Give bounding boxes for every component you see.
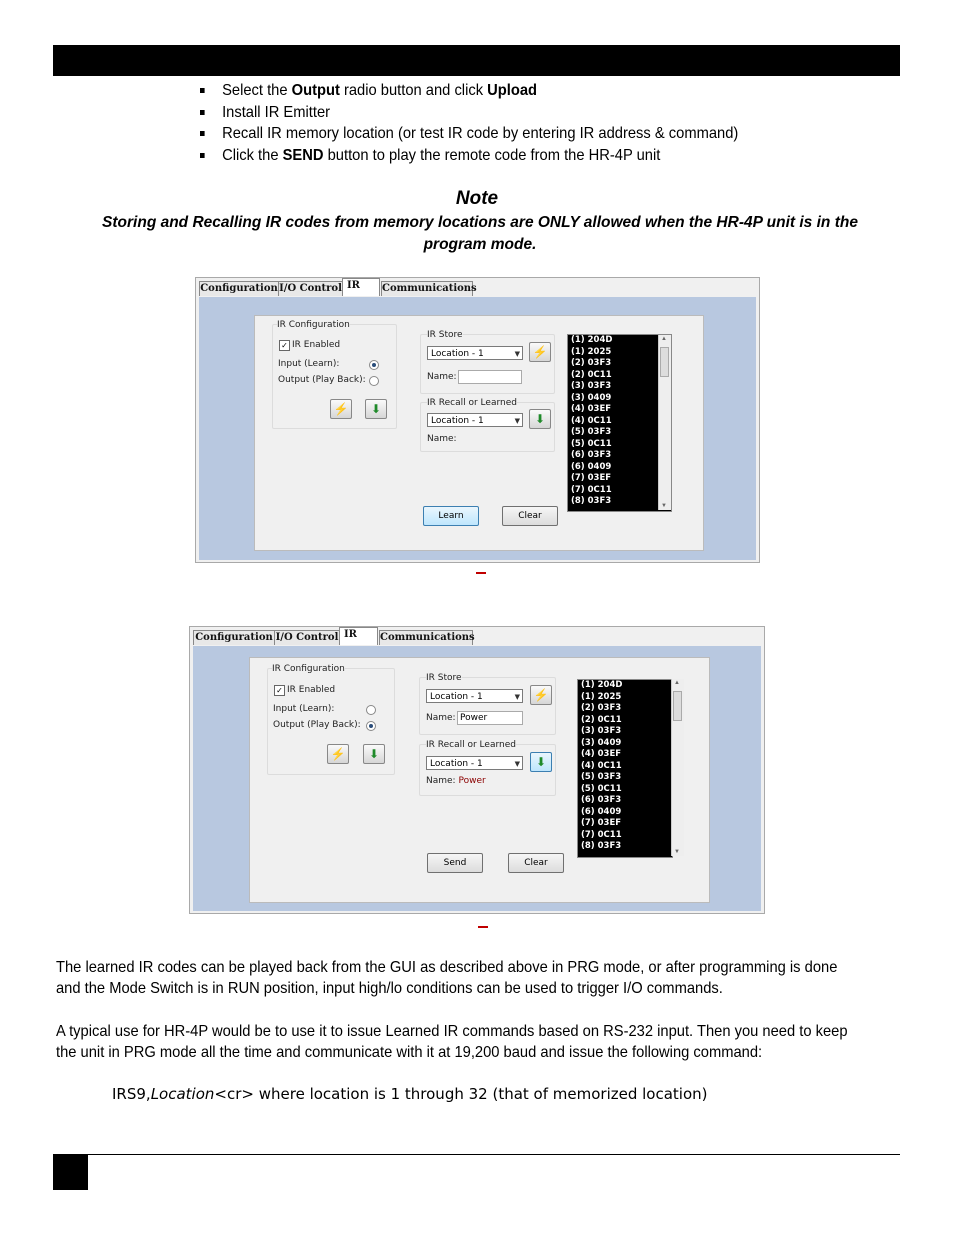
list-item[interactable]: (1) 2025 xyxy=(581,691,622,702)
download-icon[interactable]: ⬇ xyxy=(365,399,387,419)
list-item[interactable]: (6) 03F3 xyxy=(571,450,612,460)
list-item[interactable]: (3) 03F3 xyxy=(571,381,612,391)
ir-recall-title: IR Recall or Learned xyxy=(427,398,517,408)
tab-content xyxy=(193,646,761,911)
list-item[interactable]: (4) 0C11 xyxy=(571,415,612,426)
upload-icon[interactable]: ⚡ xyxy=(330,399,352,419)
tab-communications[interactable]: Communications xyxy=(380,632,475,643)
ir-panel xyxy=(249,657,710,903)
recall-download-icon[interactable]: ⬇ xyxy=(529,409,551,429)
tab-ir[interactable]: IR xyxy=(342,278,380,296)
list-item[interactable]: (2) 0C11 xyxy=(571,369,612,380)
chevron-down-icon: ▼ xyxy=(514,760,520,768)
bullet-icon xyxy=(200,153,205,158)
send-button[interactable]: Send xyxy=(427,853,483,873)
list-item[interactable]: (1) 204D xyxy=(571,335,613,345)
command-example: IRS9,Location<cr> where location is 1 through 32 (that of memorized location) xyxy=(112,1085,708,1103)
chevron-down-icon: ▼ xyxy=(514,417,520,425)
input-learn-label: Input (Learn): xyxy=(273,704,335,714)
gui-screenshot-learn xyxy=(195,277,760,563)
input-learn-radio[interactable] xyxy=(369,360,379,370)
ir-code-list[interactable] xyxy=(567,334,672,512)
ir-configuration-title: IR Configuration xyxy=(272,664,345,674)
bullet-item: Select the Output radio button and click Upload xyxy=(200,80,844,102)
bullet-item: Recall IR memory location (or test IR code by entering IR address & command) xyxy=(200,123,844,145)
ir-code-list[interactable] xyxy=(577,679,673,858)
list-item[interactable]: (6) 0409 xyxy=(581,806,622,817)
store-name-label: Name: xyxy=(426,713,456,723)
tab-configuration[interactable]: Configuration xyxy=(200,283,278,294)
recall-name-value: Power xyxy=(458,776,486,786)
ir-recall-title: IR Recall or Learned xyxy=(426,740,516,750)
ir-store-title: IR Store xyxy=(426,673,462,683)
bullet-item: Install IR Emitter xyxy=(200,102,844,124)
list-scrollbar[interactable] xyxy=(658,335,671,510)
list-item[interactable]: (3) 0409 xyxy=(581,737,622,748)
list-item[interactable]: (6) 0409 xyxy=(571,461,612,472)
figure-caption-2 xyxy=(478,926,488,928)
bullet-icon xyxy=(200,88,205,93)
store-name-label: Name: xyxy=(427,372,457,382)
list-scrollbar[interactable] xyxy=(671,679,684,856)
recall-location-select[interactable]: Location - 1 ▼ xyxy=(426,756,523,770)
list-item[interactable]: (3) 03F3 xyxy=(581,726,622,736)
store-name-input[interactable] xyxy=(458,370,522,384)
tab-communications[interactable]: Communications xyxy=(382,283,477,294)
list-item[interactable]: (4) 03EF xyxy=(581,749,622,759)
list-item[interactable]: (1) 204D xyxy=(581,680,623,690)
download-icon[interactable]: ⬇ xyxy=(363,744,385,764)
list-item[interactable]: (5) 03F3 xyxy=(581,772,622,782)
bullet-icon xyxy=(200,110,205,115)
learn-button[interactable]: Learn xyxy=(423,506,479,526)
clear-button[interactable]: Clear xyxy=(508,853,564,873)
note-text: Storing and Recalling IR codes from memory locations are ONLY allowed when the HR-4P unit is in the program mode. xyxy=(102,214,858,253)
tab-io-control[interactable]: I/O Control xyxy=(275,632,339,643)
list-item[interactable]: (7) 0C11 xyxy=(581,829,622,840)
input-learn-label: Input (Learn): xyxy=(278,359,340,369)
list-item[interactable]: (5) 03F3 xyxy=(571,427,612,437)
list-item[interactable]: (1) 2025 xyxy=(571,346,612,357)
tab-configuration[interactable]: Configuration xyxy=(193,630,275,645)
list-item[interactable]: (3) 0409 xyxy=(571,392,612,403)
footer-page-block xyxy=(53,1154,88,1190)
list-item[interactable]: (7) 0C11 xyxy=(571,484,612,495)
list-item[interactable]: (8) 03F3 xyxy=(581,841,622,851)
clear-button[interactable]: Clear xyxy=(502,506,558,526)
ir-panel xyxy=(254,315,704,551)
store-upload-icon[interactable]: ⚡ xyxy=(530,685,552,705)
output-playback-label: Output (Play Back): xyxy=(278,375,366,385)
chevron-down-icon: ▼ xyxy=(514,350,520,358)
store-location-select[interactable]: Location - 1 ▼ xyxy=(426,689,523,703)
ir-enabled-checkbox[interactable]: ✓ xyxy=(274,685,285,696)
scroll-up-icon[interactable]: ▲ xyxy=(661,336,667,342)
scroll-down-icon[interactable]: ▼ xyxy=(674,849,680,855)
gui-screenshot-send xyxy=(189,626,765,914)
store-upload-icon[interactable]: ⚡ xyxy=(529,342,551,362)
scroll-thumb[interactable] xyxy=(673,691,682,721)
store-name-input[interactable]: Power xyxy=(457,711,523,725)
list-item[interactable]: (2) 03F3 xyxy=(581,703,622,713)
list-item[interactable]: (4) 03EF xyxy=(571,404,612,414)
output-playback-radio[interactable] xyxy=(366,721,376,731)
input-learn-radio[interactable] xyxy=(366,705,376,715)
tab-io-control[interactable]: I/O Control xyxy=(279,283,342,294)
recall-name-label: Name: Power xyxy=(426,776,486,786)
ir-store-title: IR Store xyxy=(427,330,463,340)
ir-configuration-title: IR Configuration xyxy=(277,320,350,330)
scroll-up-icon[interactable]: ▲ xyxy=(674,680,680,686)
scroll-thumb[interactable] xyxy=(660,347,669,377)
bullet-item: Click the SEND button to play the remote code from the HR-4P unit xyxy=(200,145,844,167)
list-item[interactable]: (5) 0C11 xyxy=(571,438,612,449)
output-playback-label: Output (Play Back): xyxy=(273,720,361,730)
recall-name-label: Name: xyxy=(427,434,457,444)
bullet-icon xyxy=(200,131,205,136)
paragraph-typical-use: A typical use for HR-4P would be to use it to issue Learned IR commands based on RS-232 input. Then you need to keep the unit in PRG mode all the time and communicate with it at 19,200 baud and issue the following command: xyxy=(56,1023,848,1061)
scroll-down-icon[interactable]: ▼ xyxy=(661,503,667,509)
list-item[interactable]: (2) 0C11 xyxy=(581,714,622,725)
ir-enabled-label: IR Enabled xyxy=(292,340,341,350)
paragraph-playback: The learned IR codes can be played back from the GUI as described above in PRG mode, or after programming is done and the Mode Switch is in RUN position, input high/lo conditions can be used to trigger I/O commands. xyxy=(56,959,838,997)
list-item[interactable]: (6) 03F3 xyxy=(581,795,622,805)
note-title: Note xyxy=(455,188,499,209)
recall-download-icon[interactable]: ⬇ xyxy=(530,752,552,772)
list-item[interactable]: (2) 03F3 xyxy=(571,358,612,368)
bullet-list xyxy=(200,80,900,166)
output-playback-radio[interactable] xyxy=(369,376,379,386)
list-item[interactable]: (8) 03F3 xyxy=(571,496,612,506)
store-location-select[interactable]: Location - 1 ▼ xyxy=(427,346,523,360)
list-item[interactable]: (7) 03EF xyxy=(571,473,612,483)
list-item[interactable]: (7) 03EF xyxy=(581,818,622,828)
list-item[interactable]: (5) 0C11 xyxy=(581,783,622,794)
ir-enabled-label: IR Enabled xyxy=(287,685,336,695)
recall-location-select[interactable]: Location - 1 ▼ xyxy=(427,413,523,427)
header-bar xyxy=(53,45,900,76)
tab-content xyxy=(199,297,756,560)
figure-caption-1 xyxy=(476,572,486,574)
ir-enabled-checkbox[interactable]: ✓ xyxy=(279,340,290,351)
chevron-down-icon: ▼ xyxy=(514,693,520,701)
list-item[interactable]: (4) 0C11 xyxy=(581,760,622,771)
tab-ir[interactable]: IR xyxy=(339,627,378,645)
footer-rule xyxy=(88,1154,900,1155)
upload-icon[interactable]: ⚡ xyxy=(327,744,349,764)
